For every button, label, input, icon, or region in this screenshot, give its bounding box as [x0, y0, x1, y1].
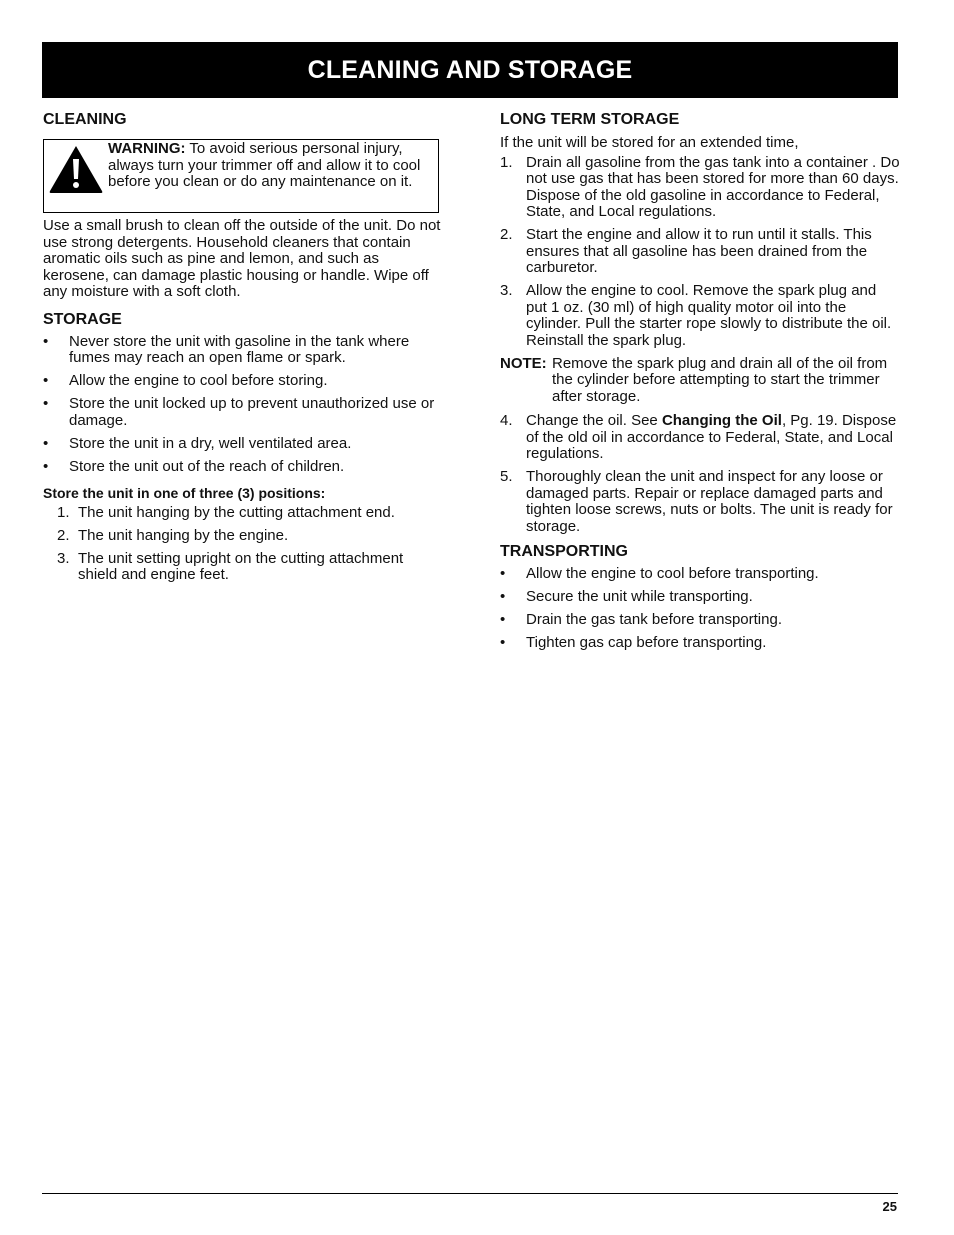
list-number: 3. [500, 282, 513, 299]
note-block [500, 356, 900, 406]
list-item [43, 436, 443, 453]
list-item [500, 589, 900, 606]
list-item-text: Drain the gas tank before transporting. [526, 610, 782, 628]
list-item-text: Store the unit locked up to prevent unauthorized use or damage. [69, 395, 435, 429]
note-label: NOTE: [500, 354, 547, 372]
list-number: 1. [500, 153, 513, 171]
list-item-text: Secure the unit while transporting. [526, 587, 753, 605]
footer-divider [42, 1193, 898, 1194]
storage-heading: STORAGE [43, 310, 122, 328]
page-title-banner: CLEANING AND STORAGE [42, 42, 898, 98]
list-item [43, 334, 443, 367]
bullet-marker: • [500, 633, 506, 651]
list-item-text: Store the unit out of the reach of children. [69, 457, 345, 475]
bullet-marker: • [43, 332, 49, 350]
bullet-marker: • [43, 434, 49, 452]
list-number: 5. [500, 468, 513, 485]
list-item-text: Change the oil. See [526, 412, 662, 429]
list-item [500, 612, 900, 629]
list-item-text: Drain all gasoline from the gas tank into a container . Do not use gas that has been stored for more than 60 days. Dispose of the old gasoline in accordance to Federal, State, and Local regulations. [526, 153, 900, 220]
list-item-text: Never store the unit with gasoline in the tank where fumes may reach an open flame or spark. [69, 332, 410, 366]
list-item [43, 373, 443, 390]
long-term-steps [500, 155, 900, 350]
note-text: Remove the spark plug and drain all of the oil from the cylinder before attempting to start the trimmer after storage. [552, 354, 888, 405]
long-term-storage-heading: LONG TERM STORAGE [500, 111, 680, 128]
warning-message: To avoid serious personal injury, always turn your trimmer off and allow it to cool before you clean or do any maintenance on it. [108, 140, 421, 190]
cleaning-body: Use a small brush to clean off the outside of the unit. Do not use strong detergents. Household cleaners that contain aromatic oils such as pine and lemon, and such as kerosene, can damage plastic housing or handle. Wipe off any moisture with a soft cloth. [43, 217, 441, 300]
list-item [43, 505, 443, 522]
list-item-text: , Pg. 19. Dispose of the old oil in accordance to Federal, State, and Local regulations. [526, 412, 897, 462]
list-number: 2. [57, 526, 70, 544]
right-column [500, 110, 900, 658]
list-item-text: Start the engine and allow it to run until it stalls. This ensures that all gasoline has been drained from the carburetor. [526, 226, 872, 276]
cleaning-heading: CLEANING [43, 111, 127, 128]
transporting-bullet-list [500, 566, 900, 652]
bullet-marker: • [43, 372, 49, 389]
left-column [43, 110, 443, 590]
list-item-text: Allow the engine to cool. Remove the spark plug and put 1 oz. (30 ml) of high quality motor oil into the cylinder. Pull the starter rope slowly to distribute the oil. Reinstall the spark plug. [526, 282, 892, 349]
bullet-marker: • [500, 587, 506, 605]
bullet-marker: • [500, 610, 506, 628]
list-item-text: The unit hanging by the cutting attachment end. [78, 503, 395, 521]
list-item [43, 528, 443, 545]
page-number: 25 [882, 1199, 897, 1214]
list-item-text: The unit hanging by the engine. [78, 526, 289, 544]
list-item [500, 566, 900, 583]
bullet-marker: • [500, 564, 506, 582]
transporting-heading: TRANSPORTING [500, 542, 628, 560]
list-item [43, 396, 443, 429]
list-item-text: Tighten gas cap before transporting. [526, 633, 767, 651]
list-item [500, 413, 900, 463]
list-number: 4. [500, 412, 513, 429]
cross-reference: Changing the Oil [661, 412, 782, 429]
list-item [500, 635, 900, 652]
list-number: 1. [57, 503, 70, 521]
bullet-marker: • [43, 395, 49, 412]
long-term-steps-continued [500, 413, 900, 535]
warning-box [43, 139, 439, 213]
list-item [500, 155, 900, 221]
list-number: 3. [57, 549, 70, 567]
list-item-text: Allow the engine to cool before transporting. [526, 564, 819, 582]
list-item [43, 551, 443, 584]
positions-heading: Store the unit in one of three (3) positions: [43, 485, 326, 501]
warning-label: WARNING: [108, 140, 186, 157]
bullet-marker: • [43, 457, 49, 475]
warning-triangle-icon [48, 144, 104, 194]
long-term-intro: If the unit will be stored for an extended time, [500, 134, 799, 151]
list-item-text: Thoroughly clean the unit and inspect for any loose or damaged parts. Repair or replace damaged parts and tighten loose screws, nuts or bolts. The unit is ready for storage. [526, 468, 893, 535]
list-item-text: Allow the engine to cool before storing. [69, 372, 328, 389]
list-item [43, 459, 443, 476]
warning-text [108, 141, 435, 191]
list-item-text: Store the unit in a dry, well ventilated area. [69, 434, 352, 452]
positions-list [43, 505, 443, 584]
storage-bullet-list [43, 334, 443, 476]
list-item [500, 227, 900, 277]
list-number: 2. [500, 226, 513, 243]
list-item-text: The unit setting upright on the cutting attachment shield and engine feet. [78, 549, 404, 583]
list-item [500, 283, 900, 349]
list-item [500, 469, 900, 535]
